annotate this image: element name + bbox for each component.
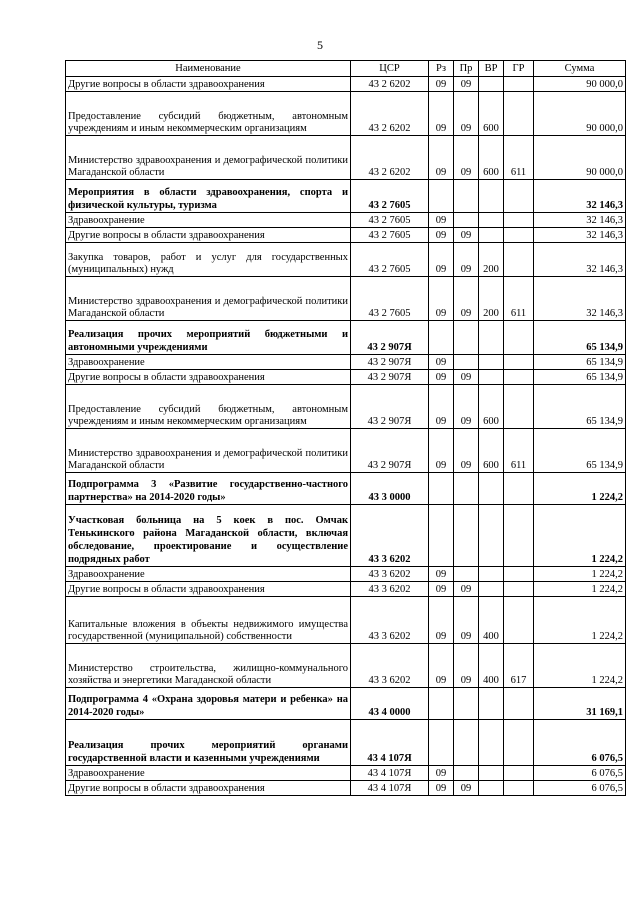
cell-csr: 43 3 6202 xyxy=(351,644,429,688)
cell-gr xyxy=(504,243,534,277)
cell-sum: 32 146,3 xyxy=(534,213,626,228)
cell-csr: 43 2 7605 xyxy=(351,213,429,228)
cell-rz: 09 xyxy=(429,429,454,473)
cell-vr: 200 xyxy=(479,277,504,321)
cell-sum: 32 146,3 xyxy=(534,277,626,321)
cell-rz: 09 xyxy=(429,644,454,688)
cell-vr xyxy=(479,355,504,370)
cell-csr: 43 2 907Я xyxy=(351,321,429,355)
cell-rz xyxy=(429,720,454,766)
cell-sum: 65 134,9 xyxy=(534,370,626,385)
cell-sum: 65 134,9 xyxy=(534,355,626,370)
cell-rz: 09 xyxy=(429,385,454,429)
cell-name: Другие вопросы в области здравоохранения xyxy=(66,77,351,92)
col-header-gr: ГР xyxy=(504,61,534,77)
table-row xyxy=(66,567,626,582)
cell-gr xyxy=(504,766,534,781)
cell-vr xyxy=(479,473,504,505)
cell-gr xyxy=(504,77,534,92)
cell-rz: 09 xyxy=(429,355,454,370)
cell-name: Капитальные вложения в объекты недвижимого имущества государственной (муниципальной) собственности xyxy=(66,597,351,644)
cell-csr: 43 2 6202 xyxy=(351,92,429,136)
cell-pr: 09 xyxy=(454,582,479,597)
cell-sum: 65 134,9 xyxy=(534,429,626,473)
cell-vr: 600 xyxy=(479,92,504,136)
cell-gr: 611 xyxy=(504,277,534,321)
cell-name: Участковая больница на 5 коек в пос. Омчак Тенькинского района Магаданской области, включая обследование, проектирование и осуществление подрядных работ xyxy=(66,505,351,567)
cell-sum: 6 076,5 xyxy=(534,781,626,796)
cell-csr: 43 4 107Я xyxy=(351,781,429,796)
cell-vr xyxy=(479,766,504,781)
cell-csr: 43 4 107Я xyxy=(351,720,429,766)
table-row xyxy=(66,321,626,355)
cell-sum: 6 076,5 xyxy=(534,766,626,781)
table-row xyxy=(66,92,626,136)
cell-vr xyxy=(479,370,504,385)
table-row xyxy=(66,582,626,597)
cell-sum: 90 000,0 xyxy=(534,136,626,180)
col-header-name: Наименование xyxy=(66,61,351,77)
cell-vr xyxy=(479,781,504,796)
cell-vr: 400 xyxy=(479,597,504,644)
cell-name: Другие вопросы в области здравоохранения xyxy=(66,370,351,385)
cell-pr xyxy=(454,567,479,582)
cell-vr xyxy=(479,213,504,228)
cell-rz xyxy=(429,180,454,213)
cell-gr xyxy=(504,781,534,796)
cell-sum: 6 076,5 xyxy=(534,720,626,766)
cell-sum: 90 000,0 xyxy=(534,77,626,92)
cell-csr: 43 2 907Я xyxy=(351,355,429,370)
cell-sum: 65 134,9 xyxy=(534,385,626,429)
cell-vr: 600 xyxy=(479,136,504,180)
cell-rz xyxy=(429,473,454,505)
budget-table xyxy=(65,60,626,796)
cell-rz: 09 xyxy=(429,77,454,92)
cell-pr: 09 xyxy=(454,77,479,92)
cell-pr: 09 xyxy=(454,136,479,180)
cell-name: Реализация прочих мероприятий бюджетными и автономными учреждениями xyxy=(66,321,351,355)
table-row xyxy=(66,505,626,567)
cell-name: Другие вопросы в области здравоохранения xyxy=(66,781,351,796)
cell-rz: 09 xyxy=(429,597,454,644)
cell-sum: 32 146,3 xyxy=(534,228,626,243)
table-row xyxy=(66,766,626,781)
cell-pr xyxy=(454,180,479,213)
cell-csr: 43 3 6202 xyxy=(351,505,429,567)
cell-csr: 43 2 7605 xyxy=(351,228,429,243)
cell-name: Здравоохранение xyxy=(66,355,351,370)
table-row xyxy=(66,720,626,766)
table-row xyxy=(66,77,626,92)
table-row xyxy=(66,180,626,213)
cell-gr xyxy=(504,597,534,644)
cell-csr: 43 2 7605 xyxy=(351,277,429,321)
cell-rz: 09 xyxy=(429,582,454,597)
cell-pr: 09 xyxy=(454,370,479,385)
cell-pr: 09 xyxy=(454,644,479,688)
cell-vr: 600 xyxy=(479,429,504,473)
cell-pr: 09 xyxy=(454,781,479,796)
table-row xyxy=(66,429,626,473)
table-row xyxy=(66,243,626,277)
cell-csr: 43 2 7605 xyxy=(351,243,429,277)
cell-sum: 1 224,2 xyxy=(534,567,626,582)
cell-name: Здравоохранение xyxy=(66,213,351,228)
cell-rz: 09 xyxy=(429,228,454,243)
table-row xyxy=(66,644,626,688)
cell-gr: 611 xyxy=(504,429,534,473)
table-row xyxy=(66,228,626,243)
cell-csr: 43 2 907Я xyxy=(351,429,429,473)
cell-gr xyxy=(504,370,534,385)
cell-pr xyxy=(454,473,479,505)
cell-rz: 09 xyxy=(429,243,454,277)
cell-name: Министерство здравоохранения и демографической политики Магаданской области xyxy=(66,136,351,180)
cell-sum: 90 000,0 xyxy=(534,92,626,136)
cell-csr: 43 2 7605 xyxy=(351,180,429,213)
table-row xyxy=(66,781,626,796)
cell-csr: 43 4 0000 xyxy=(351,688,429,720)
table-header xyxy=(66,61,626,77)
cell-gr xyxy=(504,582,534,597)
cell-name: Другие вопросы в области здравоохранения xyxy=(66,228,351,243)
cell-pr: 09 xyxy=(454,228,479,243)
cell-gr: 611 xyxy=(504,136,534,180)
cell-rz: 09 xyxy=(429,766,454,781)
cell-name: Подпрограмма 3 «Развитие государственно-частного партнерства» на 2014-2020 годы» xyxy=(66,473,351,505)
cell-vr xyxy=(479,505,504,567)
cell-rz: 09 xyxy=(429,370,454,385)
cell-csr: 43 2 907Я xyxy=(351,385,429,429)
cell-vr: 600 xyxy=(479,385,504,429)
cell-pr xyxy=(454,355,479,370)
cell-vr: 400 xyxy=(479,644,504,688)
cell-vr xyxy=(479,77,504,92)
cell-name: Закупка товаров, работ и услуг для государственных (муниципальных) нужд xyxy=(66,243,351,277)
cell-rz xyxy=(429,505,454,567)
cell-sum: 65 134,9 xyxy=(534,321,626,355)
table-row xyxy=(66,355,626,370)
cell-rz: 09 xyxy=(429,92,454,136)
cell-csr: 43 3 6202 xyxy=(351,567,429,582)
cell-name: Мероприятия в области здравоохранения, спорта и физической культуры, туризма xyxy=(66,180,351,213)
cell-name: Здравоохранение xyxy=(66,766,351,781)
col-header-csr: ЦСР xyxy=(351,61,429,77)
cell-rz xyxy=(429,688,454,720)
cell-sum: 1 224,2 xyxy=(534,597,626,644)
table-row xyxy=(66,136,626,180)
cell-rz: 09 xyxy=(429,781,454,796)
cell-sum: 1 224,2 xyxy=(534,505,626,567)
cell-name: Подпрограмма 4 «Охрана здоровья матери и ребенка» на 2014-2020 годы» xyxy=(66,688,351,720)
cell-rz: 09 xyxy=(429,277,454,321)
col-header-rz: Рз xyxy=(429,61,454,77)
table-row xyxy=(66,597,626,644)
col-header-vr: ВР xyxy=(479,61,504,77)
cell-rz: 09 xyxy=(429,136,454,180)
col-header-sum: Сумма xyxy=(534,61,626,77)
cell-rz: 09 xyxy=(429,213,454,228)
cell-gr xyxy=(504,688,534,720)
cell-vr xyxy=(479,720,504,766)
cell-pr xyxy=(454,505,479,567)
cell-sum: 1 224,2 xyxy=(534,644,626,688)
cell-rz: 09 xyxy=(429,567,454,582)
cell-rz xyxy=(429,321,454,355)
cell-vr xyxy=(479,180,504,213)
cell-pr xyxy=(454,720,479,766)
cell-pr: 09 xyxy=(454,277,479,321)
cell-name: Здравоохранение xyxy=(66,567,351,582)
cell-gr xyxy=(504,92,534,136)
cell-gr xyxy=(504,355,534,370)
cell-gr xyxy=(504,567,534,582)
cell-csr: 43 4 107Я xyxy=(351,766,429,781)
table-row xyxy=(66,277,626,321)
cell-name: Другие вопросы в области здравоохранения xyxy=(66,582,351,597)
cell-gr xyxy=(504,385,534,429)
cell-pr: 09 xyxy=(454,385,479,429)
cell-gr xyxy=(504,321,534,355)
cell-vr xyxy=(479,228,504,243)
cell-pr xyxy=(454,766,479,781)
cell-csr: 43 2 6202 xyxy=(351,77,429,92)
cell-vr: 200 xyxy=(479,243,504,277)
cell-name: Предоставление субсидий бюджетным, автономным учреждениям и иным некоммерческим организациям xyxy=(66,385,351,429)
cell-name: Министерство здравоохранения и демографической политики Магаданской области xyxy=(66,277,351,321)
cell-pr xyxy=(454,213,479,228)
cell-vr xyxy=(479,321,504,355)
cell-pr xyxy=(454,688,479,720)
cell-gr xyxy=(504,473,534,505)
cell-sum: 1 224,2 xyxy=(534,473,626,505)
table-row xyxy=(66,473,626,505)
page-number: 5 xyxy=(317,38,323,52)
cell-csr: 43 3 6202 xyxy=(351,597,429,644)
cell-csr: 43 2 907Я xyxy=(351,370,429,385)
table-row xyxy=(66,370,626,385)
cell-csr: 43 2 6202 xyxy=(351,136,429,180)
cell-vr xyxy=(479,582,504,597)
cell-name: Министерство здравоохранения и демографической политики Магаданской области xyxy=(66,429,351,473)
cell-vr xyxy=(479,688,504,720)
cell-pr: 09 xyxy=(454,92,479,136)
cell-pr xyxy=(454,321,479,355)
cell-name: Министерство строительства, жилищно-коммунального хозяйства и энергетики Магаданской области xyxy=(66,644,351,688)
cell-vr xyxy=(479,567,504,582)
cell-name: Предоставление субсидий бюджетным, автономным учреждениям и иным некоммерческим организациям xyxy=(66,92,351,136)
cell-gr xyxy=(504,228,534,243)
cell-gr xyxy=(504,505,534,567)
cell-sum: 31 169,1 xyxy=(534,688,626,720)
cell-csr: 43 3 6202 xyxy=(351,582,429,597)
cell-pr: 09 xyxy=(454,429,479,473)
cell-sum: 32 146,3 xyxy=(534,243,626,277)
table-row xyxy=(66,385,626,429)
cell-name: Реализация прочих мероприятий органами государственной власти и казенными учреждениями xyxy=(66,720,351,766)
cell-sum: 1 224,2 xyxy=(534,582,626,597)
cell-gr xyxy=(504,213,534,228)
cell-gr: 617 xyxy=(504,644,534,688)
cell-sum: 32 146,3 xyxy=(534,180,626,213)
table-row xyxy=(66,688,626,720)
cell-gr xyxy=(504,720,534,766)
table-row xyxy=(66,213,626,228)
cell-pr: 09 xyxy=(454,597,479,644)
cell-gr xyxy=(504,180,534,213)
cell-pr: 09 xyxy=(454,243,479,277)
cell-csr: 43 3 0000 xyxy=(351,473,429,505)
col-header-pr: Пр xyxy=(454,61,479,77)
